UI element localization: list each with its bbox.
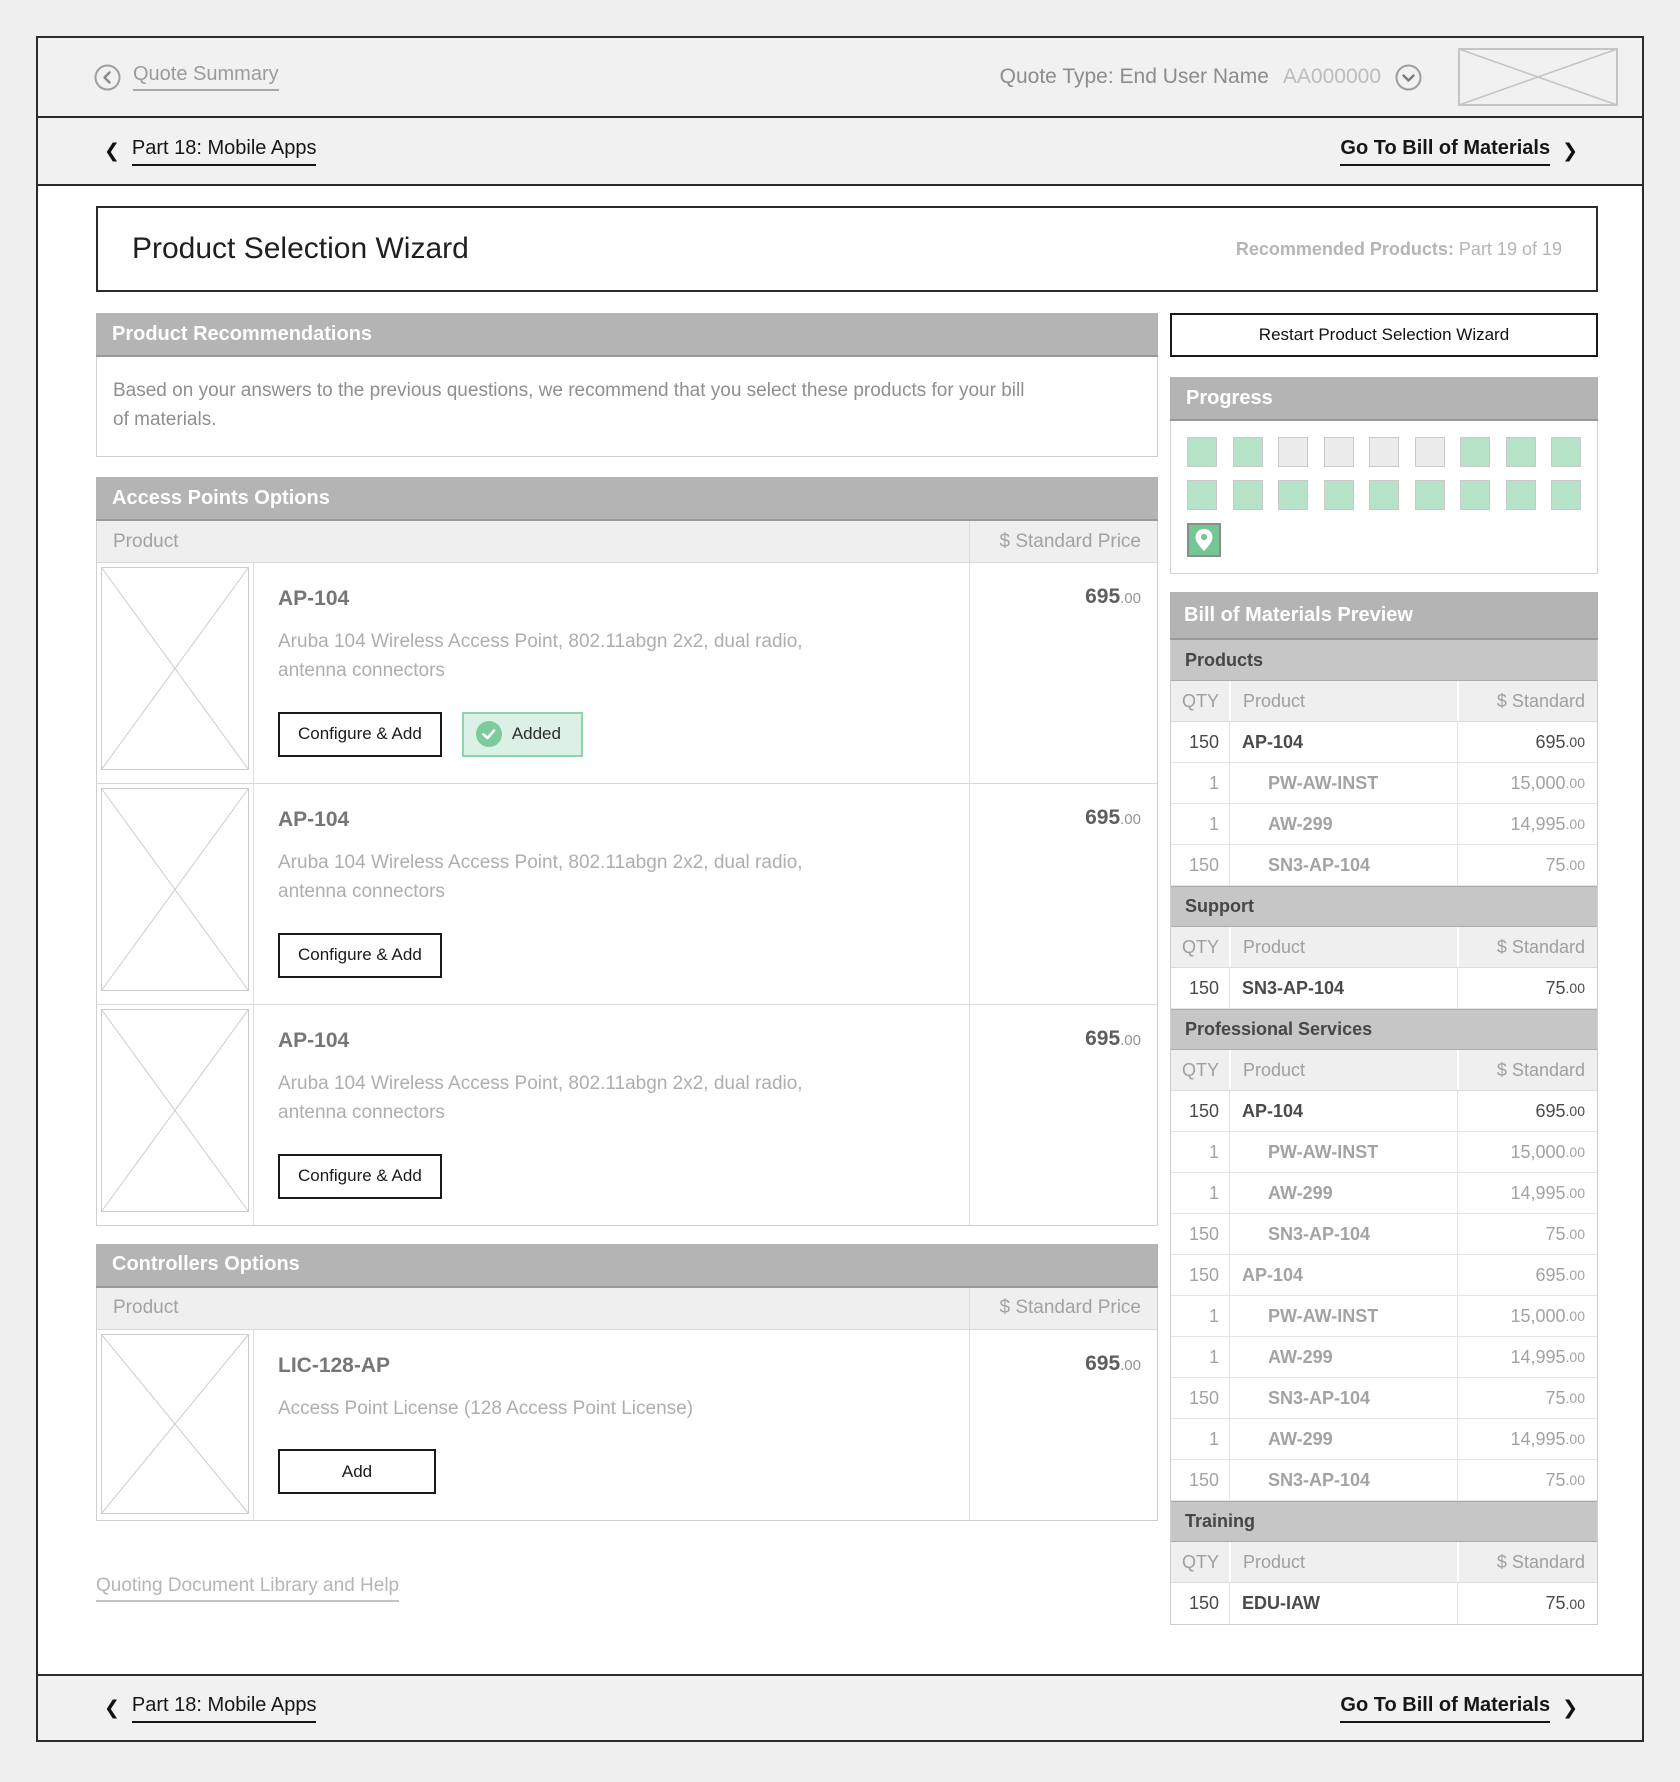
product-image-cell bbox=[97, 563, 254, 783]
bom-row-price: 15,000 .00 bbox=[1457, 763, 1597, 803]
wizard-step-indicator bbox=[1236, 239, 1562, 260]
progress-step-todo bbox=[1324, 437, 1354, 467]
product-name: AP-104 bbox=[278, 807, 350, 831]
chevron-left-circle-icon bbox=[94, 64, 121, 91]
section-header: Access Points Options bbox=[96, 477, 1158, 521]
product-options-section bbox=[96, 477, 1158, 1226]
bom-column-qty: QTY bbox=[1181, 1551, 1219, 1572]
column-header-product: Product bbox=[113, 1297, 179, 1319]
bom-row-product: AP-104 bbox=[1229, 1255, 1457, 1295]
bom-row-price: 695 .00 bbox=[1457, 1255, 1597, 1295]
bom-row-qty: 1 bbox=[1208, 813, 1219, 834]
section-header: Controllers Options bbox=[96, 1244, 1158, 1288]
progress-row bbox=[1187, 523, 1581, 557]
bom-row bbox=[1171, 1378, 1597, 1419]
product-description: Access Point License (128 Access Point License) bbox=[278, 1397, 694, 1419]
check-circle-icon bbox=[476, 721, 502, 747]
bom-row-product: AP-104 bbox=[1229, 722, 1457, 762]
progress-step-done bbox=[1460, 437, 1490, 467]
column-header-price: $ Standard Price bbox=[969, 1288, 1157, 1329]
configure-add-button[interactable]: Configure & Add bbox=[278, 712, 442, 757]
bom-row bbox=[1171, 1419, 1597, 1460]
step-indicator-label: Recommended Products: bbox=[1235, 238, 1454, 259]
progress-step-done bbox=[1187, 480, 1217, 510]
bom-row bbox=[1171, 1091, 1597, 1132]
step-indicator-value: Part 19 of 19 bbox=[1453, 238, 1562, 259]
quote-summary-label: Quote Summary bbox=[133, 63, 279, 91]
progress-step-done bbox=[1460, 480, 1490, 510]
product-actions bbox=[278, 933, 949, 978]
product-table-header bbox=[97, 521, 1157, 563]
product-info-cell bbox=[254, 1330, 969, 1520]
product-image-placeholder bbox=[101, 788, 249, 991]
product-table-header bbox=[97, 1288, 1157, 1330]
added-label: Added bbox=[511, 724, 561, 744]
bom-column-qty: QTY bbox=[1181, 690, 1219, 711]
bom-row-product: AW-299 bbox=[1229, 804, 1457, 844]
prev-part-label: Part 18: Mobile Apps bbox=[132, 137, 317, 166]
bom-section-label: Products bbox=[1171, 640, 1597, 681]
bom-column-price: $ Standard bbox=[1457, 1542, 1597, 1582]
bom-row bbox=[1171, 1214, 1597, 1255]
prev-part-link-top[interactable] bbox=[104, 137, 316, 166]
bom-column-product: Product bbox=[1229, 1050, 1457, 1090]
chevron-right-icon: ❯ bbox=[1562, 1697, 1578, 1719]
bom-row-product: AW-299 bbox=[1229, 1173, 1457, 1213]
bom-row-qty: 150 bbox=[1188, 1387, 1219, 1408]
product-row bbox=[97, 1330, 1157, 1520]
price-integer: 695 bbox=[1085, 1026, 1121, 1050]
product-name: AP-104 bbox=[278, 1028, 350, 1052]
bom-row-price: 75 .00 bbox=[1457, 845, 1597, 885]
product-description: Aruba 104 Wireless Access Point, 802.11abgn 2x2, dual radio, antenna connectors bbox=[278, 631, 803, 682]
bom-row-product: AP-104 bbox=[1229, 1091, 1457, 1131]
product-actions bbox=[278, 1449, 949, 1494]
bom-row-price: 14,995 .00 bbox=[1457, 1337, 1597, 1377]
column-header-price: $ Standard Price bbox=[969, 521, 1157, 562]
product-image-cell bbox=[97, 1005, 254, 1225]
product-price-cell bbox=[969, 1330, 1157, 1520]
chevron-left-icon: ❮ bbox=[104, 1697, 120, 1719]
bom-row bbox=[1171, 1460, 1597, 1501]
bom-column-product: Product bbox=[1229, 927, 1457, 967]
bom-section-label: Training bbox=[1171, 1501, 1597, 1542]
progress-header: Progress bbox=[1170, 377, 1598, 421]
progress-step-done bbox=[1415, 480, 1445, 510]
bom-row-product: SN3-AP-104 bbox=[1229, 968, 1457, 1008]
bom-column-price: $ Standard bbox=[1457, 927, 1597, 967]
progress-step-done bbox=[1506, 480, 1536, 510]
bom-row-product: SN3-AP-104 bbox=[1229, 845, 1457, 885]
price-cents: .00 bbox=[1120, 810, 1141, 828]
go-to-bom-link-top[interactable] bbox=[1340, 137, 1578, 166]
bom-row-qty: 1 bbox=[1208, 1182, 1219, 1203]
product-image-placeholder bbox=[101, 567, 249, 770]
product-price-cell bbox=[969, 563, 1157, 783]
product-image-cell bbox=[97, 784, 254, 1004]
added-badge bbox=[462, 712, 583, 757]
configure-add-button[interactable]: Configure & Add bbox=[278, 1154, 442, 1199]
bom-row-price: 15,000 .00 bbox=[1457, 1296, 1597, 1336]
bom-row bbox=[1171, 1132, 1597, 1173]
product-recommendations-header: Product Recommendations bbox=[96, 313, 1158, 357]
bom-row bbox=[1171, 1255, 1597, 1296]
bom-row-product: AW-299 bbox=[1229, 1419, 1457, 1459]
product-actions bbox=[278, 712, 949, 757]
product-price-cell bbox=[969, 784, 1157, 1004]
product-image-cell bbox=[97, 1330, 254, 1520]
bom-row-product: PW-AW-INST bbox=[1229, 763, 1457, 803]
bom-row bbox=[1171, 1583, 1597, 1624]
quote-summary-link[interactable] bbox=[94, 63, 279, 91]
bom-row bbox=[1171, 968, 1597, 1009]
logo-image-placeholder bbox=[1458, 48, 1618, 106]
price-integer: 695 bbox=[1085, 585, 1121, 608]
bom-row-product: PW-AW-INST bbox=[1229, 1296, 1457, 1336]
progress-step-done bbox=[1506, 437, 1536, 467]
location-pin-icon bbox=[1195, 529, 1213, 551]
price-cents: .00 bbox=[1120, 590, 1141, 607]
right-column bbox=[1170, 313, 1598, 1625]
bom-row-price: 14,995 .00 bbox=[1457, 1419, 1597, 1459]
product-recommendations-text: Based on your answers to the previous questions, we recommend that you select these products for your bill of materials. bbox=[96, 357, 1158, 457]
progress-squares bbox=[1170, 421, 1598, 574]
progress-step-todo bbox=[1278, 437, 1308, 467]
bom-row-price: 15,000 .00 bbox=[1457, 1132, 1597, 1172]
price-integer: 695 bbox=[1085, 805, 1121, 829]
app-frame bbox=[36, 36, 1644, 1742]
bom-table bbox=[1170, 640, 1598, 1625]
top-header bbox=[38, 38, 1642, 118]
bom-section-label: Professional Services bbox=[1171, 1009, 1597, 1050]
configure-add-button[interactable]: Configure & Add bbox=[278, 933, 442, 978]
price-cents: .00 bbox=[1120, 1356, 1141, 1374]
column-header-product: Product bbox=[113, 530, 179, 552]
bom-row-qty: 150 bbox=[1188, 854, 1219, 875]
progress-step-done bbox=[1187, 437, 1217, 467]
product-name: AP-104 bbox=[278, 587, 350, 610]
bom-column-headers bbox=[1171, 927, 1597, 968]
bom-column-product: Product bbox=[1229, 1542, 1457, 1582]
title-bar bbox=[96, 206, 1598, 292]
bom-row-qty: 150 bbox=[1188, 1264, 1219, 1285]
go-to-bom-link-bottom[interactable] bbox=[1340, 1694, 1578, 1723]
progress-step-done bbox=[1551, 437, 1581, 467]
bom-row-price: 695 .00 bbox=[1457, 722, 1597, 762]
product-actions bbox=[278, 1154, 949, 1199]
progress-row bbox=[1187, 437, 1581, 467]
bom-row-qty: 150 bbox=[1188, 977, 1219, 998]
progress-step-done bbox=[1551, 480, 1581, 510]
bom-row-qty: 1 bbox=[1208, 1428, 1219, 1449]
main-content bbox=[38, 186, 1642, 1674]
bom-row bbox=[1171, 722, 1597, 763]
bom-section-label: Support bbox=[1171, 886, 1597, 927]
bom-row bbox=[1171, 1337, 1597, 1378]
prev-part-link-bottom[interactable] bbox=[104, 1694, 316, 1723]
product-name: LIC-128-AP bbox=[278, 1353, 391, 1377]
quote-type-area bbox=[1000, 48, 1618, 106]
bom-row-price: 75 .00 bbox=[1457, 1378, 1597, 1418]
chevron-left-icon: ❮ bbox=[104, 140, 120, 162]
bom-preview-header: Bill of Materials Preview bbox=[1170, 592, 1598, 640]
price-cents: .00 bbox=[1120, 1031, 1141, 1049]
prev-part-label: Part 18: Mobile Apps bbox=[132, 1694, 317, 1723]
progress-row bbox=[1187, 480, 1581, 510]
product-info-cell bbox=[254, 1005, 969, 1225]
bom-column-headers bbox=[1171, 1050, 1597, 1091]
bom-column-price: $ Standard bbox=[1457, 681, 1597, 721]
bom-row-product: PW-AW-INST bbox=[1229, 1132, 1457, 1172]
product-table bbox=[96, 1288, 1158, 1521]
product-image-placeholder bbox=[101, 1009, 249, 1212]
progress-step-done bbox=[1324, 480, 1354, 510]
product-info-cell bbox=[254, 563, 969, 783]
bom-row-price: 14,995 .00 bbox=[1457, 1173, 1597, 1213]
bom-row bbox=[1171, 845, 1597, 886]
go-to-bom-label: Go To Bill of Materials bbox=[1340, 1694, 1550, 1723]
product-description: Aruba 104 Wireless Access Point, 802.11abgn 2x2, dual radio, antenna connectors bbox=[278, 1072, 803, 1124]
price-integer: 695 bbox=[1085, 1351, 1121, 1375]
product-row bbox=[97, 784, 1157, 1005]
bom-row-qty: 150 bbox=[1188, 1469, 1219, 1490]
product-row bbox=[97, 563, 1157, 784]
bom-row-product: SN3-AP-104 bbox=[1229, 1460, 1457, 1500]
bom-row-qty: 150 bbox=[1188, 1593, 1219, 1613]
progress-panel bbox=[1170, 377, 1598, 574]
bom-row-product: EDU-IAW bbox=[1229, 1583, 1457, 1624]
product-info-cell bbox=[254, 784, 969, 1004]
bom-row-product: AW-299 bbox=[1229, 1337, 1457, 1377]
page-title: Product Selection Wizard bbox=[132, 232, 469, 265]
bom-column-qty: QTY bbox=[1181, 1059, 1219, 1080]
bom-column-product: Product bbox=[1229, 681, 1457, 721]
bom-row-qty: 1 bbox=[1208, 1305, 1219, 1326]
quote-type-label: Quote Type: End User Name bbox=[999, 65, 1269, 88]
restart-wizard-button[interactable]: Restart Product Selection Wizard bbox=[1170, 313, 1598, 357]
chevron-right-icon: ❯ bbox=[1562, 140, 1578, 162]
bom-column-headers bbox=[1171, 681, 1597, 722]
bom-row-qty: 1 bbox=[1208, 1346, 1219, 1367]
chevron-down-circle-icon[interactable] bbox=[1395, 64, 1422, 91]
bom-row-qty: 150 bbox=[1188, 1100, 1219, 1121]
bom-row bbox=[1171, 804, 1597, 845]
left-column bbox=[96, 313, 1158, 1625]
bottom-nav-bar bbox=[38, 1674, 1642, 1740]
bom-row-price: 75 .00 bbox=[1457, 1460, 1597, 1500]
top-nav-bar bbox=[38, 118, 1642, 186]
product-table bbox=[96, 521, 1158, 1226]
bom-row-qty: 1 bbox=[1208, 1141, 1219, 1162]
bom-column-price: $ Standard bbox=[1457, 1050, 1597, 1090]
progress-step-todo bbox=[1415, 437, 1445, 467]
bom-row-qty: 150 bbox=[1188, 731, 1219, 752]
bom-row bbox=[1171, 1296, 1597, 1337]
bom-row-price: 75 .00 bbox=[1457, 1583, 1597, 1624]
bom-row-product: SN3-AP-104 bbox=[1229, 1378, 1457, 1418]
bom-row bbox=[1171, 1173, 1597, 1214]
progress-step-done bbox=[1369, 480, 1399, 510]
product-description: Aruba 104 Wireless Access Point, 802.11abgn 2x2, dual radio, antenna connectors bbox=[278, 851, 803, 903]
bom-row bbox=[1171, 763, 1597, 804]
bom-row-price: 695 .00 bbox=[1457, 1091, 1597, 1131]
product-options-section bbox=[96, 1244, 1158, 1521]
bom-row-qty: 1 bbox=[1208, 772, 1219, 793]
bom-row-price: 14,995 .00 bbox=[1457, 804, 1597, 844]
quote-id: AA000000 bbox=[1282, 65, 1381, 88]
progress-step-done bbox=[1233, 437, 1263, 467]
product-sections bbox=[96, 477, 1158, 1521]
progress-step-done bbox=[1233, 480, 1263, 510]
product-price-cell bbox=[969, 1005, 1157, 1225]
bom-column-headers bbox=[1171, 1542, 1597, 1583]
product-row bbox=[97, 1005, 1157, 1225]
bom-preview-panel bbox=[1170, 592, 1598, 1625]
bom-row-price: 75 .00 bbox=[1457, 1214, 1597, 1254]
product-image-placeholder bbox=[101, 1334, 249, 1514]
bom-row-product: SN3-AP-104 bbox=[1229, 1214, 1457, 1254]
bom-row-qty: 150 bbox=[1188, 1223, 1219, 1244]
progress-step-todo bbox=[1369, 437, 1399, 467]
progress-step-current bbox=[1187, 523, 1221, 557]
progress-step-done bbox=[1278, 480, 1308, 510]
product-recommendations-section bbox=[96, 313, 1158, 457]
bom-column-qty: QTY bbox=[1181, 936, 1219, 957]
quoting-doc-library-link[interactable]: Quoting Document Library and Help bbox=[96, 1575, 399, 1602]
bom-row-price: 75 .00 bbox=[1457, 968, 1597, 1008]
go-to-bom-label: Go To Bill of Materials bbox=[1340, 137, 1550, 166]
add-button[interactable]: Add bbox=[278, 1449, 436, 1494]
